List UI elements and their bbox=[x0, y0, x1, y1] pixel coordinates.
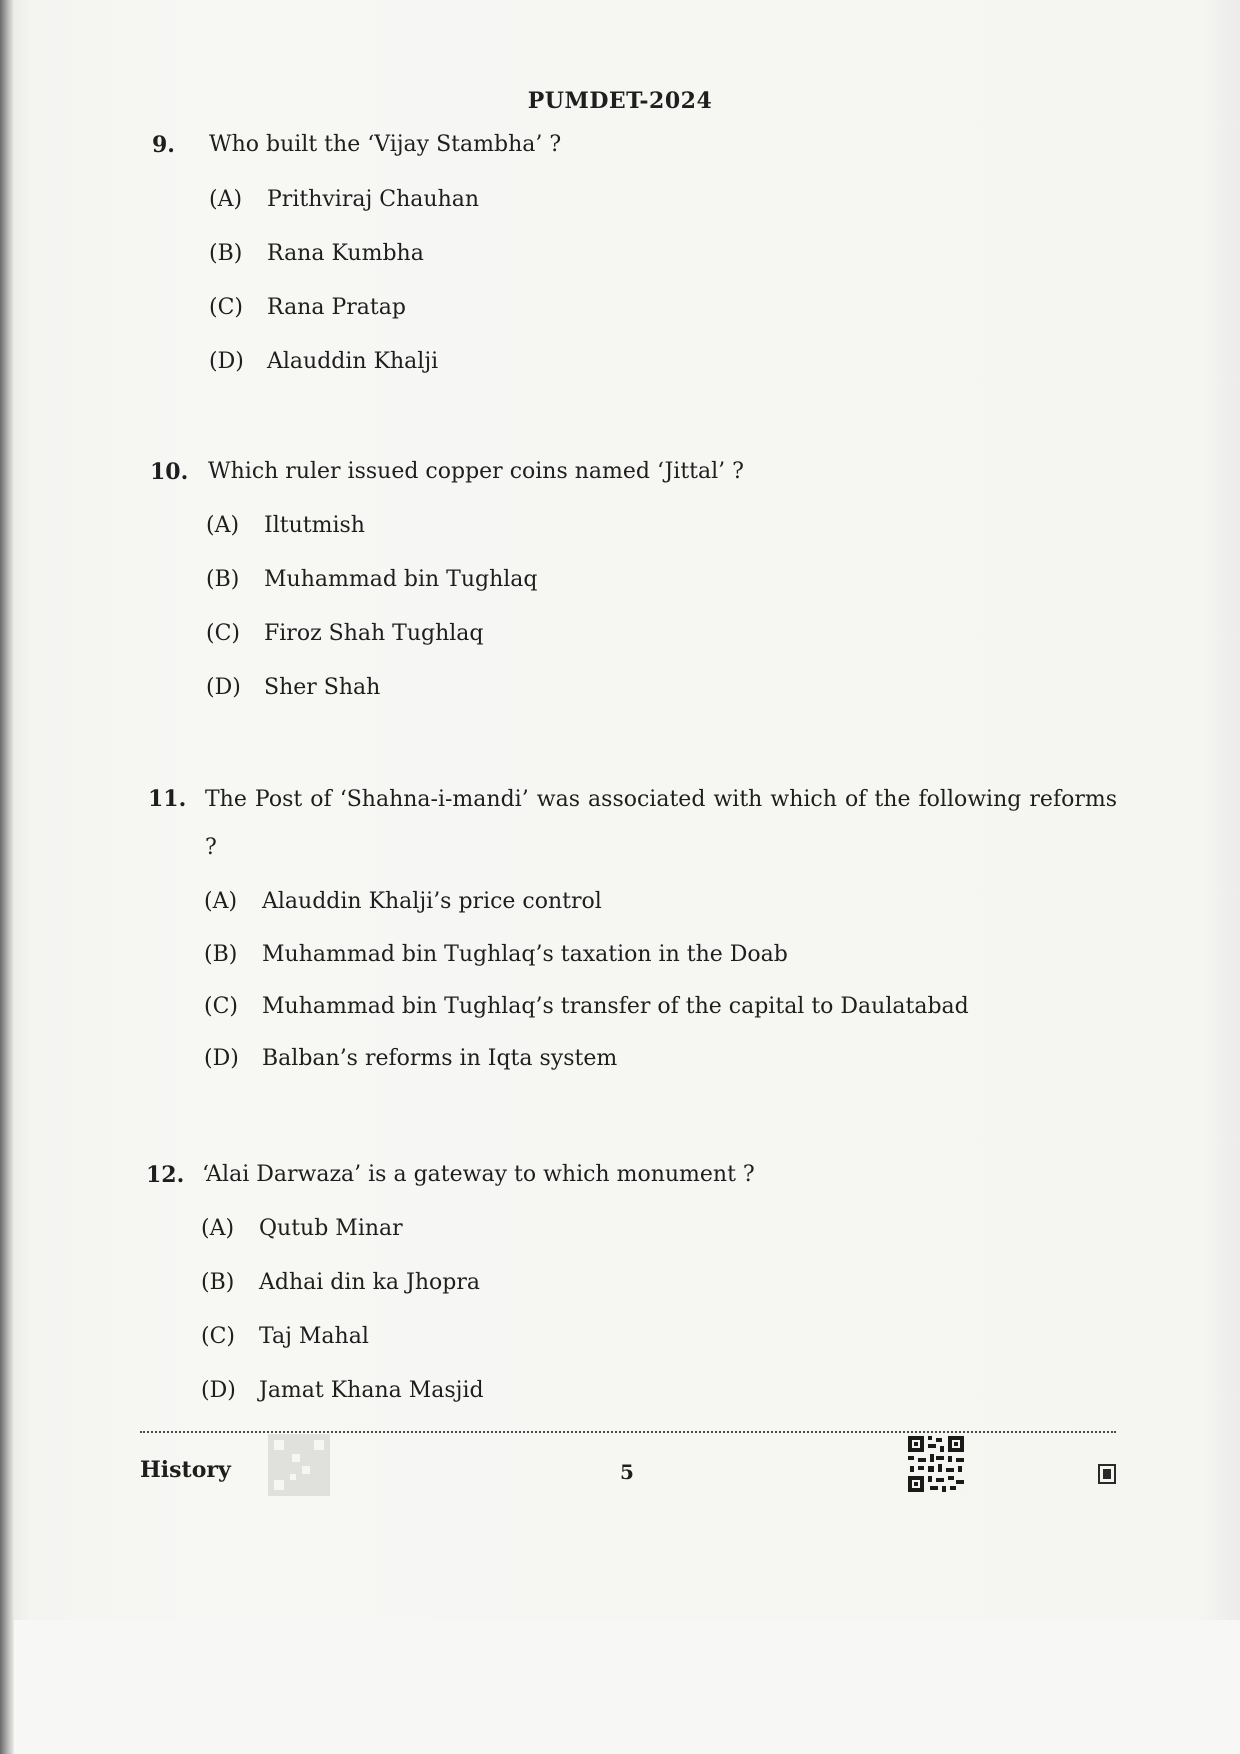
page-header-title: PUMDET-2024 bbox=[527, 88, 713, 114]
option-text: Jamat Khana Masjid bbox=[259, 1378, 484, 1403]
question-number: 9. bbox=[152, 132, 175, 158]
option-letter: (B) bbox=[201, 1270, 235, 1295]
question-text: Which ruler issued copper coins named ‘Jittal’ ? bbox=[208, 459, 744, 484]
option-text: Balban’s reforms in Iqta system bbox=[262, 1046, 618, 1071]
option-a bbox=[206, 511, 365, 541]
option-text: Qutub Minar bbox=[259, 1216, 403, 1241]
option-text: Iltutmish bbox=[264, 513, 365, 538]
page-number: 5 bbox=[620, 1460, 634, 1484]
qr-code-icon bbox=[906, 1434, 966, 1494]
option-text: Muhammad bin Tughlaq’s taxation in the Doab bbox=[262, 942, 788, 967]
option-text: Firoz Shah Tughlaq bbox=[264, 621, 484, 646]
option-letter: (B) bbox=[204, 942, 238, 967]
option-b bbox=[204, 940, 788, 970]
option-text: Alauddin Khalji’s price control bbox=[262, 889, 602, 914]
option-d bbox=[204, 1044, 617, 1074]
option-letter: (A) bbox=[206, 513, 240, 538]
footer-subject: History bbox=[140, 1457, 231, 1483]
option-b bbox=[201, 1268, 480, 1298]
option-text: Muhammad bin Tughlaq bbox=[264, 567, 538, 592]
option-letter: (A) bbox=[209, 187, 243, 212]
option-letter: (D) bbox=[209, 349, 244, 374]
option-letter: (B) bbox=[206, 567, 240, 592]
question-text: Who built the ‘Vijay Stambha’ ? bbox=[209, 132, 562, 157]
option-letter: (D) bbox=[201, 1378, 236, 1403]
option-text: Adhai din ka Jhopra bbox=[259, 1270, 480, 1295]
option-letter: (D) bbox=[206, 675, 241, 700]
option-letter: (A) bbox=[201, 1216, 235, 1241]
option-text: Rana Kumbha bbox=[267, 241, 424, 266]
option-letter: (C) bbox=[201, 1324, 235, 1349]
option-letter: (C) bbox=[204, 994, 238, 1019]
option-c bbox=[204, 992, 969, 1022]
question-12 bbox=[146, 1160, 1106, 1420]
option-letter: (D) bbox=[204, 1046, 239, 1071]
option-text: Alauddin Khalji bbox=[267, 349, 439, 374]
option-a bbox=[201, 1214, 403, 1244]
question-10 bbox=[150, 457, 1110, 707]
option-b bbox=[206, 565, 538, 595]
option-letter: (C) bbox=[209, 295, 243, 320]
option-letter: (C) bbox=[206, 621, 240, 646]
option-d bbox=[206, 673, 380, 703]
option-c bbox=[206, 619, 484, 649]
option-c bbox=[201, 1322, 369, 1352]
option-a bbox=[204, 887, 602, 917]
question-11 bbox=[148, 784, 1118, 1084]
footer-divider bbox=[140, 1431, 1116, 1433]
question-number: 12. bbox=[146, 1162, 185, 1188]
blank-margin bbox=[14, 1620, 1240, 1754]
option-letter: (A) bbox=[204, 889, 238, 914]
question-number: 11. bbox=[148, 786, 187, 812]
binding-edge bbox=[0, 0, 14, 1754]
question-number: 10. bbox=[150, 459, 189, 485]
option-text: Taj Mahal bbox=[259, 1324, 369, 1349]
question-text: The Post of ‘Shahna-i-mandi’ was associated with which of the following reforms ? bbox=[205, 787, 1117, 860]
option-text: Prithviraj Chauhan bbox=[267, 187, 480, 212]
option-a bbox=[209, 185, 479, 215]
option-c bbox=[209, 293, 406, 323]
corner-square-mark bbox=[1098, 1464, 1116, 1484]
faded-qr-code-icon bbox=[268, 1434, 330, 1496]
question-text: ‘Alai Darwaza’ is a gateway to which monument ? bbox=[202, 1162, 755, 1187]
option-b bbox=[209, 239, 424, 269]
option-text: Muhammad bin Tughlaq’s transfer of the capital to Daulatabad bbox=[262, 994, 969, 1019]
option-d bbox=[209, 347, 438, 377]
option-d bbox=[201, 1376, 484, 1406]
option-text: Rana Pratap bbox=[267, 295, 406, 320]
option-letter: (B) bbox=[209, 241, 243, 266]
option-text: Sher Shah bbox=[264, 675, 381, 700]
question-9 bbox=[152, 130, 1112, 380]
